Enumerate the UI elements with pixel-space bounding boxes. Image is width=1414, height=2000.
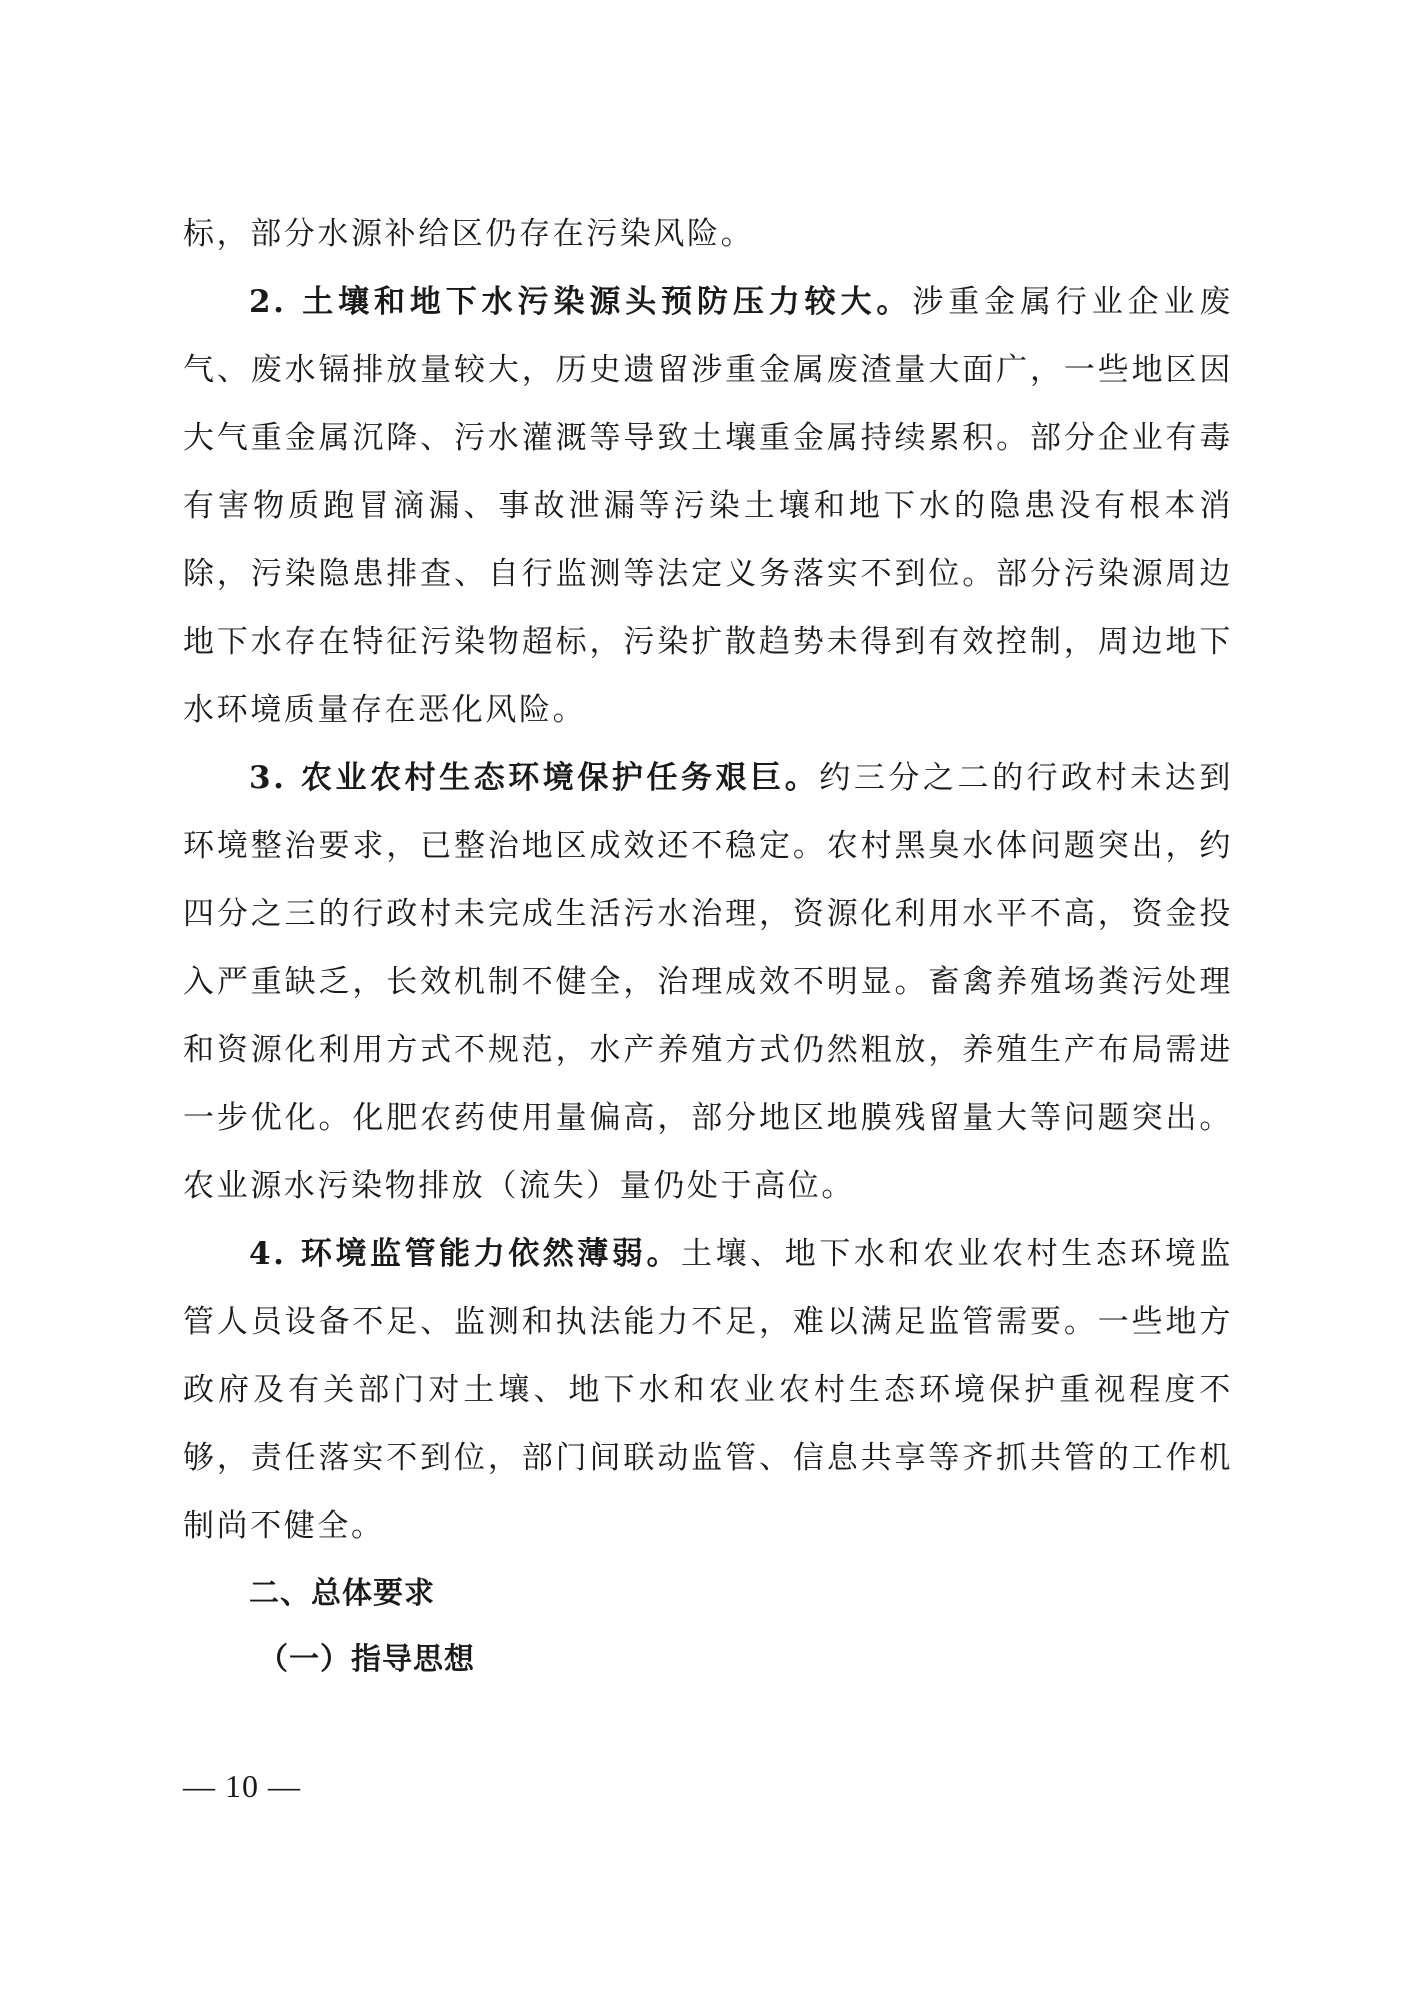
page-number: — 10 — bbox=[183, 1768, 301, 1804]
paragraph-rural-ecology bbox=[183, 744, 1233, 1220]
paragraph-text: 土壤、地下水和农业农村生态环境监管人员设备不足、监测和执法能力不足，难以满足监管需要。一些地方政府及有关部门对土壤、地下水和农业农村生态环境保护重视程度不够，责任落实不到位，部门间联动监管、信息共享等齐抓共管的工作机制尚不健全。 bbox=[183, 1236, 1233, 1544]
paragraph-supervision-capacity bbox=[183, 1220, 1233, 1560]
section-heading: 二、总体要求 bbox=[249, 1576, 435, 1611]
paragraph-continuation bbox=[183, 200, 1233, 268]
subsection-heading: （一）指导思想 bbox=[258, 1642, 475, 1677]
paragraph-lead: 2. 土壤和地下水污染源头预防压力较大。 bbox=[249, 284, 913, 320]
paragraph-text: 涉重金属行业企业废气、废水镉排放量较大，历史遗留涉重金属废渣量大面广，一些地区因大气重金属沉降、污水灌溉等导致土壤重金属持续累积。部分企业有毒有害物质跑冒滴漏、事故泄漏等污染土壤和地下水的隐患没有根本消除，污染隐患排查、自行监测等法定义务落实不到位。部分污染源周边地下水存在特征污染物超标，污染扩散趋势未得到有效控制，周边地下水环境质量存在恶化风险。 bbox=[183, 284, 1233, 728]
paragraph-lead: 4. 环境监管能力依然薄弱。 bbox=[249, 1236, 682, 1272]
paragraph-text: 标，部分水源补给区仍存在污染风险。 bbox=[183, 216, 755, 252]
paragraph-text: 约三分之二的行政村未达到环境整治要求，已整治地区成效还不稳定。农村黑臭水体问题突出，约四分之三的行政村未完成生活污水治理，资源化利用水平不高，资金投入严重缺乏，长效机制不健全，治理成效不明显。畜禽养殖场粪污处理和资源化利用方式不规范，水产养殖方式仍然粗放，养殖生产布局需进一步优化。化肥农药使用量偏高，部分地区地膜残留量大等问题突出。农业源水污染物排放（流失）量仍处于高位。 bbox=[183, 760, 1234, 1204]
document-body bbox=[183, 200, 1233, 1694]
paragraph-lead: 3. 农业农村生态环境保护任务艰巨。 bbox=[249, 760, 820, 796]
paragraph-pollution-source-prevention bbox=[183, 268, 1233, 744]
